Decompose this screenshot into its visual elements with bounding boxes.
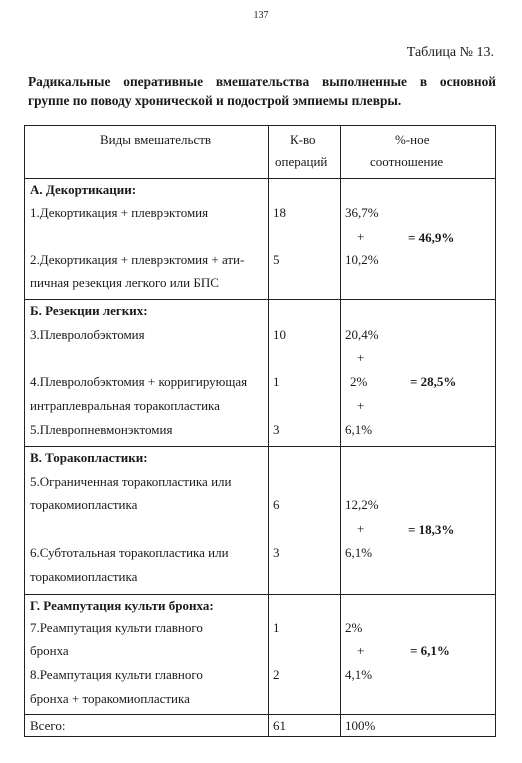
row-percent: 2% bbox=[350, 374, 368, 389]
row-name-line1: 4.Плевролобэктомия + корригирующая bbox=[30, 374, 248, 389]
row-name-line1: 2.Декортикация + плеврэктомия + ати- bbox=[30, 252, 245, 267]
row-name-line1: 5.Ограниченная торакопластика или bbox=[30, 474, 232, 489]
surgery-table bbox=[24, 125, 496, 737]
plus-sign: + bbox=[357, 229, 365, 244]
row-count: 5 bbox=[273, 252, 280, 267]
row-divider bbox=[25, 446, 495, 447]
row-name-line2: бронха bbox=[30, 643, 69, 658]
column-divider bbox=[268, 126, 269, 736]
row-name: 1.Декортикация + плеврэктомия bbox=[30, 205, 209, 220]
row-name-line2: торакомиопластика bbox=[30, 569, 138, 584]
section-title-thoracoplasty: В. Торакопластики: bbox=[30, 450, 148, 465]
row-name-line1: 8.Реампутация культи главного bbox=[30, 667, 203, 682]
row-count: 10 bbox=[273, 327, 286, 342]
row-percent: 10,2% bbox=[345, 252, 379, 267]
header-types: Виды вмешательств bbox=[100, 132, 212, 147]
caption-line-2: группе по поводу хронической и подострой эмпиемы плевры. bbox=[28, 93, 402, 108]
caption-line-1: Радикальные оперативные вмешательства выполненные в основной bbox=[28, 74, 496, 89]
group-total: = 28,5% bbox=[410, 374, 457, 389]
row-name-line2: интраплевральная торакопластика bbox=[30, 398, 220, 413]
row-percent: 2% bbox=[345, 620, 363, 635]
column-divider bbox=[340, 126, 341, 736]
row-name-line2: пичная резекция легкого или БПС bbox=[30, 275, 219, 290]
section-title-lung-resection: Б. Резекции легких: bbox=[30, 303, 148, 318]
row-count: 3 bbox=[273, 545, 280, 560]
header-count-line2: операций bbox=[275, 154, 328, 169]
header-percent-line2: соотношение bbox=[370, 154, 444, 169]
row-percent: 12,2% bbox=[345, 497, 379, 512]
row-divider bbox=[25, 178, 495, 179]
row-divider bbox=[25, 299, 495, 300]
group-total: = 18,3% bbox=[408, 522, 455, 537]
plus-sign: + bbox=[357, 643, 365, 658]
row-count: 18 bbox=[273, 205, 286, 220]
header-percent-line1: %-ное bbox=[395, 132, 430, 147]
row-count: 3 bbox=[273, 422, 280, 437]
row-percent: 6,1% bbox=[345, 545, 373, 560]
row-percent: 36,7% bbox=[345, 205, 379, 220]
row-count: 6 bbox=[273, 497, 280, 512]
total-count: 61 bbox=[273, 718, 286, 733]
row-name-line1: 7.Реампутация культи главного bbox=[30, 620, 203, 635]
plus-sign: + bbox=[357, 521, 365, 536]
row-count: 2 bbox=[273, 667, 280, 682]
row-name: 3.Плевролобэктомия bbox=[30, 327, 145, 342]
section-title-bronchus-reamputation: Г. Реампутация культи бронха: bbox=[30, 598, 214, 613]
group-total: = 6,1% bbox=[410, 643, 450, 658]
table-label: Таблица № 13. bbox=[406, 45, 494, 60]
plus-sign: + bbox=[357, 350, 365, 365]
row-name: 5.Плевропневмонэктомия bbox=[30, 422, 173, 437]
page-number: 137 bbox=[253, 10, 269, 21]
row-name-line1: 6.Субтотальная торакопластика или bbox=[30, 545, 229, 560]
row-count: 1 bbox=[273, 374, 280, 389]
table-caption bbox=[28, 72, 496, 110]
group-total: = 46,9% bbox=[408, 230, 455, 245]
section-title-decortication: А. Декортикации: bbox=[30, 182, 137, 197]
row-percent: 6,1% bbox=[345, 422, 373, 437]
total-label: Всего: bbox=[30, 718, 66, 733]
row-divider bbox=[25, 714, 495, 715]
row-percent: 20,4% bbox=[345, 327, 379, 342]
total-percent: 100% bbox=[345, 718, 376, 733]
row-name-line2: торакомиопластика bbox=[30, 497, 138, 512]
plus-sign: + bbox=[357, 398, 365, 413]
row-name-line2: бронха + торакомиопластика bbox=[30, 691, 190, 706]
header-count-line1: К-во bbox=[290, 132, 316, 147]
row-count: 1 bbox=[273, 620, 280, 635]
row-percent: 4,1% bbox=[345, 667, 373, 682]
row-divider bbox=[25, 594, 495, 595]
